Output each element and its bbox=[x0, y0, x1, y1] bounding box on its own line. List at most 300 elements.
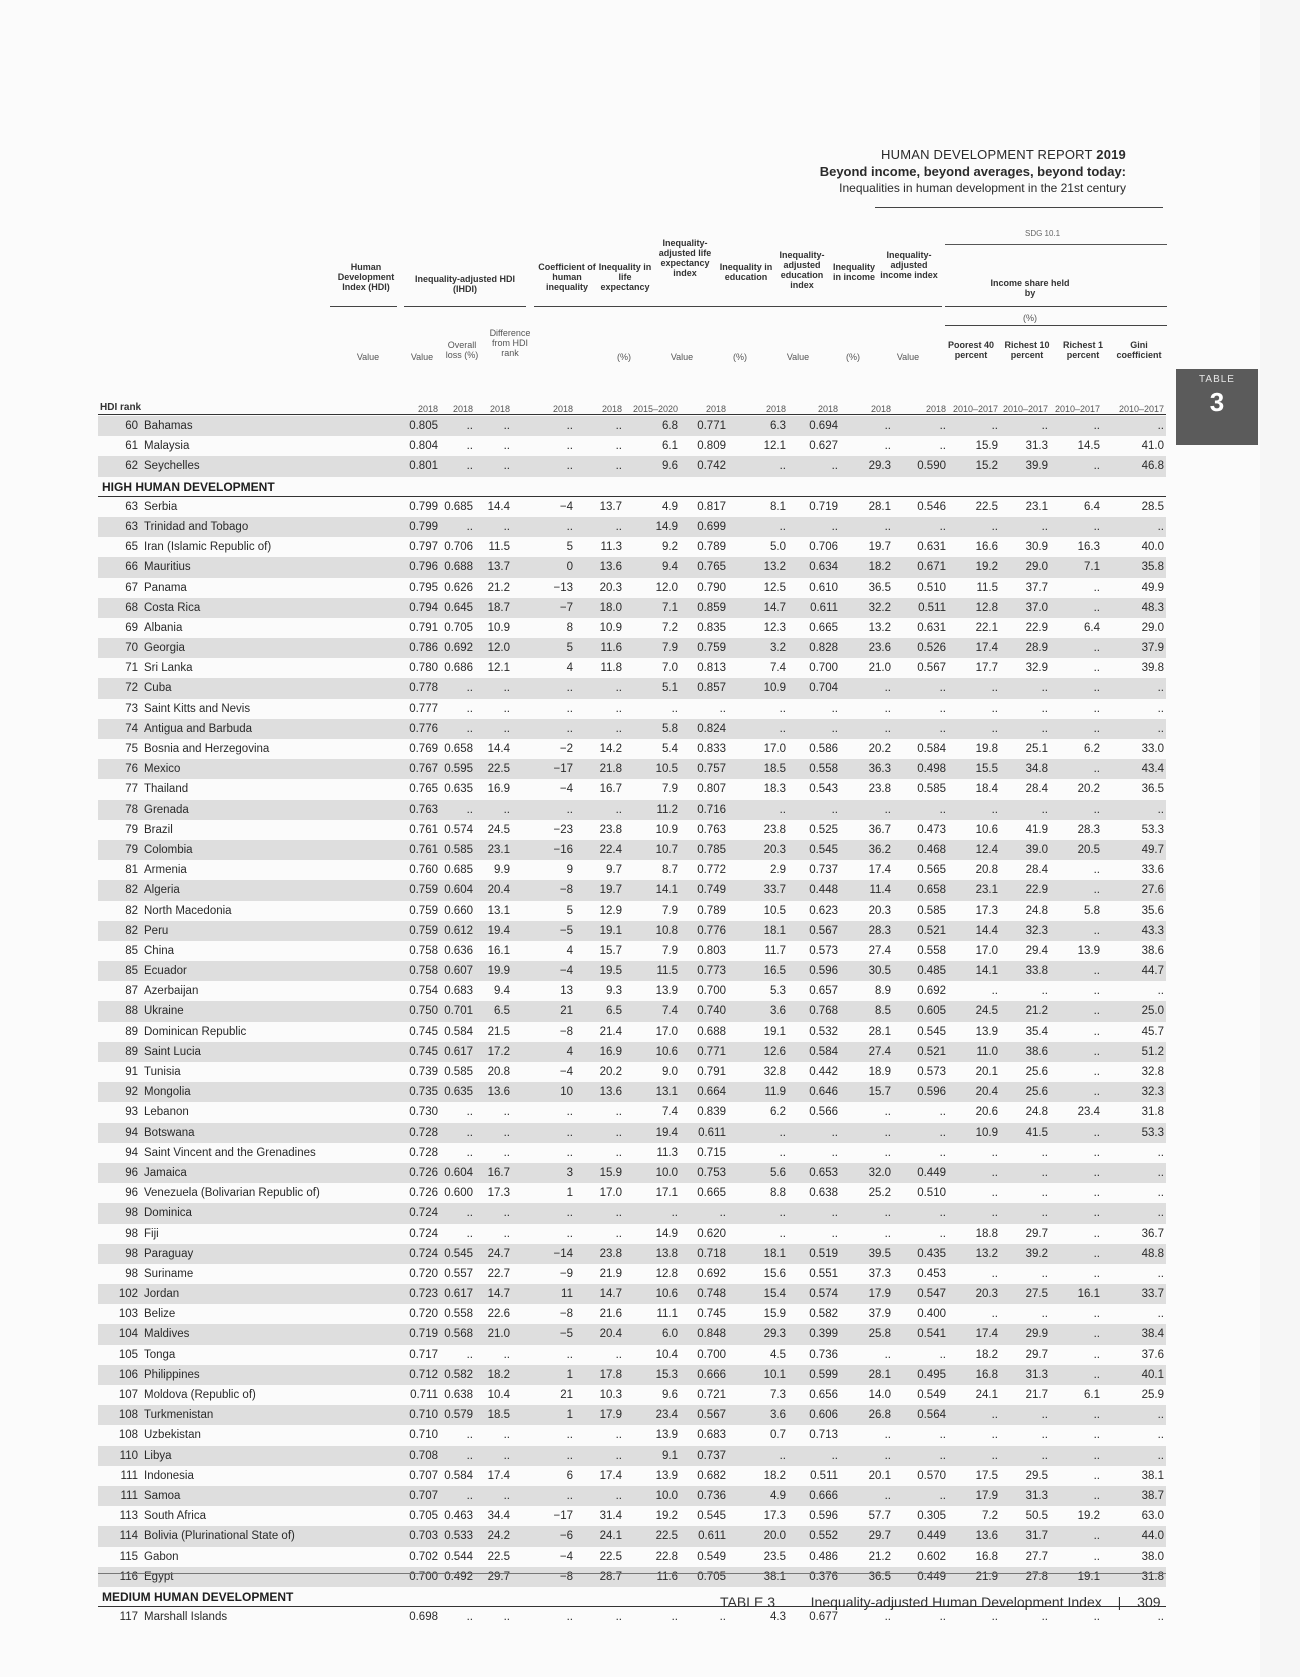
cell-edu-index: .. bbox=[831, 520, 838, 533]
cell-edu-index: 0.638 bbox=[809, 1187, 838, 1200]
cell-income-index: .. bbox=[939, 1449, 946, 1462]
cell-ineq-edu: 12.3 bbox=[763, 621, 786, 634]
table-row bbox=[98, 1224, 1166, 1244]
cell-richest-1: .. bbox=[1093, 1267, 1100, 1280]
cell-edu-index: 0.532 bbox=[809, 1025, 838, 1038]
cell-coef: 11.8 bbox=[600, 662, 622, 675]
cell-gini: 37.9 bbox=[1141, 642, 1164, 655]
cell-hdi: 0.759 bbox=[409, 904, 438, 917]
cell-ineq-income: .. bbox=[884, 440, 891, 453]
cell-life-index: 0.757 bbox=[697, 763, 726, 776]
country-name: Mongolia bbox=[144, 1086, 191, 1099]
cell-poorest-40: 20.8 bbox=[975, 864, 998, 877]
sub-life-pct: (%) bbox=[617, 352, 631, 362]
country-name: Jordan bbox=[144, 1288, 180, 1301]
cell-life-index: .. bbox=[719, 702, 726, 715]
country-name: Tonga bbox=[144, 1348, 176, 1361]
percent-label: (%) bbox=[1023, 313, 1037, 323]
cell-edu-index: 0.713 bbox=[809, 1429, 838, 1442]
year-edu-index: 2018 bbox=[817, 404, 838, 414]
table-row bbox=[98, 739, 1166, 759]
hdi-rank: 110 bbox=[119, 1449, 138, 1462]
col-education-index: Inequality-adjusted education index bbox=[779, 250, 825, 290]
country-name: Saint Kitts and Nevis bbox=[144, 702, 251, 715]
cell-rank-diff: 3 bbox=[566, 1166, 573, 1179]
cell-edu-index: 0.525 bbox=[809, 823, 838, 836]
cell-poorest-40: .. bbox=[991, 803, 998, 816]
cell-hdi: 0.708 bbox=[409, 1449, 438, 1462]
tab-number: 3 bbox=[1209, 387, 1225, 417]
cell-poorest-40: .. bbox=[991, 1409, 998, 1422]
cell-richest-10: 32.3 bbox=[1025, 924, 1048, 937]
cell-ineq-edu: 17.0 bbox=[763, 743, 786, 755]
cell-ihdi: 0.533 bbox=[444, 1530, 473, 1543]
cell-coef: 10.9 bbox=[599, 621, 622, 634]
cell-life-index: 0.857 bbox=[697, 682, 726, 695]
cell-ineq-income: .. bbox=[884, 1227, 891, 1240]
cell-richest-10: .. bbox=[1041, 420, 1048, 432]
cell-poorest-40: 24.5 bbox=[975, 1005, 998, 1018]
cell-hdi: 0.769 bbox=[409, 743, 438, 755]
cell-coef: 9.7 bbox=[606, 864, 622, 877]
cell-coef: 13.7 bbox=[599, 500, 622, 513]
cell-gini: 43.4 bbox=[1141, 763, 1164, 776]
cell-richest-10: .. bbox=[1041, 1611, 1048, 1624]
cell-edu-index: 0.634 bbox=[809, 561, 838, 574]
cell-richest-1: .. bbox=[1093, 1045, 1100, 1058]
cell-loss: 22.5 bbox=[487, 1550, 510, 1563]
cell-ineq-edu: .. bbox=[779, 520, 786, 533]
cell-hdi: 0.703 bbox=[409, 1530, 438, 1543]
country-name: Georgia bbox=[144, 642, 185, 655]
cell-ineq-income: 25.2 bbox=[868, 1187, 891, 1200]
table-row bbox=[98, 1183, 1166, 1203]
cell-ineq-life: 13.9 bbox=[655, 1429, 678, 1442]
cell-ineq-edu: 18.2 bbox=[763, 1469, 786, 1482]
cell-richest-1: .. bbox=[1093, 520, 1100, 533]
cell-coef: 13.6 bbox=[599, 561, 622, 574]
table-row bbox=[98, 537, 1166, 557]
cell-life-index: 0.705 bbox=[697, 1570, 726, 1583]
cell-gini: 33.6 bbox=[1141, 864, 1164, 877]
col-coef-inequality: Coefficient of human inequality bbox=[538, 262, 596, 292]
country-name: Venezuela (Bolivarian Republic of) bbox=[144, 1187, 320, 1200]
cell-ihdi: .. bbox=[466, 722, 473, 735]
cell-income-index: 0.526 bbox=[917, 642, 946, 655]
cell-ineq-edu: 15.9 bbox=[763, 1308, 786, 1321]
cell-life-index: 0.833 bbox=[697, 743, 726, 755]
cell-ihdi: .. bbox=[466, 1126, 473, 1139]
report-subtitle: Beyond income, beyond averages, beyond today: bbox=[819, 164, 1126, 179]
cell-loss: 24.7 bbox=[487, 1247, 510, 1260]
cell-richest-10: .. bbox=[1041, 803, 1048, 816]
cell-ineq-income: 37.3 bbox=[868, 1267, 891, 1280]
table-row bbox=[98, 1486, 1166, 1506]
cell-hdi: 0.726 bbox=[409, 1166, 438, 1179]
cell-richest-10: 23.1 bbox=[1025, 500, 1048, 513]
cell-edu-index: 0.704 bbox=[809, 682, 838, 695]
cell-ineq-edu: 29.3 bbox=[763, 1328, 786, 1341]
cell-loss: 21.5 bbox=[487, 1025, 510, 1038]
cell-coef: 11.3 bbox=[600, 541, 622, 554]
table-row bbox=[98, 1324, 1166, 1344]
cell-poorest-40: 16.8 bbox=[975, 1550, 998, 1563]
cell-ineq-income: .. bbox=[884, 1611, 891, 1624]
cell-richest-10: .. bbox=[1041, 1429, 1048, 1442]
cell-richest-10: 21.7 bbox=[1025, 1389, 1048, 1401]
cell-rank-diff: .. bbox=[566, 1489, 573, 1502]
cell-richest-10: 34.8 bbox=[1025, 763, 1048, 776]
cell-ihdi: .. bbox=[466, 682, 473, 695]
cell-ineq-edu: 10.5 bbox=[763, 904, 786, 917]
cell-ineq-life: .. bbox=[671, 1611, 678, 1624]
table-row bbox=[98, 618, 1166, 638]
sub-poorest-40: Poorest 40 percent bbox=[947, 340, 995, 360]
table-row bbox=[98, 1425, 1166, 1445]
cell-life-index: 0.789 bbox=[697, 904, 726, 917]
cell-ineq-edu: 4.5 bbox=[770, 1348, 786, 1361]
cell-ihdi: 0.585 bbox=[444, 843, 473, 856]
cell-loss: 16.1 bbox=[487, 944, 510, 957]
cell-loss: .. bbox=[503, 1106, 510, 1119]
cell-ineq-life: 5.4 bbox=[662, 743, 678, 755]
cell-ihdi: 0.626 bbox=[444, 581, 473, 594]
country-name: Paraguay bbox=[144, 1247, 194, 1260]
cell-ihdi: .. bbox=[466, 1227, 473, 1240]
cell-poorest-40: .. bbox=[991, 985, 998, 998]
rule-percent bbox=[945, 325, 1167, 326]
cell-poorest-40: 19.2 bbox=[975, 561, 998, 574]
cell-edu-index: 0.586 bbox=[809, 743, 838, 755]
table-row bbox=[98, 1001, 1166, 1021]
cell-income-index: .. bbox=[939, 682, 946, 695]
country-name: Dominican Republic bbox=[144, 1025, 247, 1038]
cell-ineq-income: 37.9 bbox=[868, 1308, 891, 1321]
table-row bbox=[98, 1446, 1166, 1466]
cell-richest-1: .. bbox=[1093, 1409, 1100, 1422]
cell-richest-10: 27.5 bbox=[1025, 1288, 1048, 1301]
cell-rank-diff: 0 bbox=[566, 561, 573, 574]
cell-richest-10: 29.5 bbox=[1025, 1469, 1048, 1482]
table-row bbox=[98, 416, 1166, 436]
sub-income-pct: (%) bbox=[846, 352, 860, 362]
cell-poorest-40: 18.2 bbox=[975, 1348, 998, 1361]
cell-gini: 25.0 bbox=[1141, 1005, 1164, 1018]
cell-rank-diff: −4 bbox=[559, 783, 573, 796]
cell-loss: .. bbox=[503, 1449, 510, 1462]
year-ineq-life: 2015–2020 bbox=[632, 404, 678, 414]
cell-richest-1: .. bbox=[1093, 1187, 1100, 1200]
country-name: Fiji bbox=[144, 1227, 159, 1240]
cell-loss: 21.2 bbox=[487, 581, 510, 594]
cell-gini: 40.1 bbox=[1141, 1368, 1164, 1381]
cell-ineq-income: .. bbox=[884, 722, 891, 735]
cell-life-index: 0.839 bbox=[697, 1106, 726, 1119]
cell-gini: 44.0 bbox=[1141, 1530, 1164, 1543]
cell-gini: 37.6 bbox=[1141, 1348, 1164, 1361]
cell-edu-index: 0.511 bbox=[810, 1469, 838, 1482]
cell-rank-diff: −8 bbox=[559, 1025, 573, 1038]
cell-ineq-edu: .. bbox=[779, 702, 786, 715]
cell-richest-10: .. bbox=[1041, 1449, 1048, 1462]
cell-edu-index: 0.623 bbox=[809, 904, 838, 917]
cell-income-index: 0.567 bbox=[917, 662, 946, 675]
sub-richest-10: Richest 10 percent bbox=[1004, 340, 1050, 360]
cell-edu-index: 0.700 bbox=[809, 662, 838, 675]
hdi-rank: 89 bbox=[125, 1045, 138, 1058]
cell-hdi: 0.720 bbox=[409, 1267, 438, 1280]
cell-hdi: 0.761 bbox=[409, 823, 438, 836]
cell-rank-diff: 1 bbox=[566, 1409, 573, 1422]
cell-ihdi: 0.545 bbox=[444, 1247, 473, 1260]
cell-gini: .. bbox=[1157, 702, 1164, 715]
cell-loss: 34.4 bbox=[487, 1510, 510, 1523]
table-row bbox=[98, 578, 1166, 598]
table-row bbox=[98, 678, 1166, 698]
table-row bbox=[98, 981, 1166, 1001]
cell-income-index: 0.473 bbox=[917, 823, 946, 836]
cell-edu-index: 0.519 bbox=[809, 1247, 838, 1260]
cell-richest-1: 28.3 bbox=[1077, 823, 1100, 836]
cell-income-index: 0.449 bbox=[917, 1166, 946, 1179]
cell-ihdi: 0.544 bbox=[444, 1550, 473, 1563]
cell-gini: .. bbox=[1157, 1207, 1164, 1220]
hdi-rank: 63 bbox=[125, 500, 138, 513]
cell-life-index: 0.848 bbox=[697, 1328, 726, 1341]
cell-richest-10: 30.9 bbox=[1025, 541, 1048, 554]
cell-poorest-40: 10.9 bbox=[975, 1126, 998, 1139]
cell-life-index: 0.745 bbox=[697, 1308, 726, 1321]
cell-income-index: 0.631 bbox=[917, 621, 946, 634]
cell-life-index: 0.763 bbox=[697, 823, 726, 836]
table-row bbox=[98, 840, 1166, 860]
cell-ihdi: 0.585 bbox=[444, 1066, 473, 1078]
cell-hdi: 0.717 bbox=[409, 1348, 438, 1361]
cell-ineq-life: 10.8 bbox=[655, 924, 678, 937]
cell-gini: 38.4 bbox=[1141, 1328, 1164, 1341]
cell-ineq-income: .. bbox=[884, 1207, 891, 1220]
cell-rank-diff: −2 bbox=[559, 743, 573, 755]
cell-life-index: 0.620 bbox=[697, 1227, 726, 1240]
cell-ineq-income: .. bbox=[884, 1489, 891, 1502]
table-row bbox=[98, 497, 1166, 517]
cell-edu-index: 0.657 bbox=[809, 985, 838, 998]
cell-ineq-income: 25.8 bbox=[868, 1328, 891, 1341]
country-name: Algeria bbox=[144, 884, 180, 897]
page-number: 309 bbox=[1137, 1594, 1161, 1610]
cell-rank-diff: −23 bbox=[553, 823, 573, 836]
cell-richest-10: 29.7 bbox=[1025, 1348, 1048, 1361]
cell-ineq-life: 10.9 bbox=[655, 823, 678, 836]
cell-life-index: 0.759 bbox=[697, 642, 726, 655]
cell-ineq-life: 19.2 bbox=[655, 1510, 678, 1523]
cell-life-index: 0.682 bbox=[697, 1469, 726, 1482]
table-row bbox=[98, 901, 1166, 921]
cell-income-index: 0.564 bbox=[917, 1409, 946, 1422]
cell-edu-index: 0.599 bbox=[809, 1368, 838, 1381]
cell-edu-index: 0.582 bbox=[809, 1308, 838, 1321]
country-name: Jamaica bbox=[144, 1166, 187, 1179]
cell-hdi: 0.777 bbox=[409, 702, 438, 715]
cell-gini: .. bbox=[1157, 722, 1164, 735]
cell-rank-diff: .. bbox=[566, 1207, 573, 1220]
table-row bbox=[98, 456, 1166, 476]
cell-loss: .. bbox=[503, 803, 510, 816]
cell-poorest-40: 18.4 bbox=[975, 783, 998, 796]
hdi-rank: 79 bbox=[125, 843, 138, 856]
cell-income-index: 0.400 bbox=[917, 1308, 946, 1321]
cell-rank-diff: −4 bbox=[559, 1550, 573, 1563]
cell-ineq-edu: 8.1 bbox=[770, 500, 786, 513]
cell-income-index: 0.545 bbox=[917, 1025, 946, 1038]
cell-poorest-40: 20.6 bbox=[975, 1106, 998, 1119]
cell-loss: 13.7 bbox=[487, 561, 510, 574]
cell-richest-10: 25.1 bbox=[1025, 743, 1048, 755]
cell-ineq-edu: 7.4 bbox=[770, 662, 786, 675]
cell-richest-1: .. bbox=[1093, 581, 1100, 594]
cell-richest-10: 29.0 bbox=[1025, 561, 1048, 574]
hdi-rank: 85 bbox=[125, 965, 138, 978]
cell-poorest-40: 21.9 bbox=[975, 1570, 998, 1583]
country-name: Mauritius bbox=[144, 561, 191, 574]
cell-edu-index: 0.376 bbox=[809, 1570, 838, 1583]
cell-ineq-edu: 16.5 bbox=[763, 965, 786, 978]
cell-income-index: .. bbox=[939, 702, 946, 715]
hdi-rank: 96 bbox=[125, 1187, 138, 1200]
cell-life-index: 0.776 bbox=[697, 924, 726, 937]
group-label: MEDIUM HUMAN DEVELOPMENT bbox=[102, 1589, 294, 1604]
group-label: HIGH HUMAN DEVELOPMENT bbox=[102, 479, 275, 494]
cell-edu-index: .. bbox=[831, 1207, 838, 1220]
cell-income-index: .. bbox=[939, 1227, 946, 1240]
sub-richest-1: Richest 1 percent bbox=[1062, 340, 1104, 360]
cell-rank-diff: −4 bbox=[559, 1066, 573, 1078]
col-income-share: Income share held by bbox=[990, 278, 1070, 298]
hdi-rank: 76 bbox=[125, 763, 138, 776]
cell-ineq-life: 15.3 bbox=[655, 1368, 678, 1381]
cell-edu-index: .. bbox=[831, 702, 838, 715]
cell-coef: 23.8 bbox=[599, 823, 622, 836]
col-ihdi: Inequality-adjusted HDI (IHDI) bbox=[414, 274, 515, 294]
cell-poorest-40: 15.2 bbox=[975, 460, 998, 473]
cell-richest-1: 23.4 bbox=[1077, 1106, 1100, 1119]
cell-ineq-income: .. bbox=[884, 1449, 891, 1462]
hdi-rank: 115 bbox=[119, 1550, 138, 1563]
cell-loss: .. bbox=[503, 1348, 510, 1361]
cell-richest-1: .. bbox=[1093, 1146, 1100, 1159]
cell-richest-1: .. bbox=[1093, 1469, 1100, 1482]
cell-richest-10: .. bbox=[1041, 1267, 1048, 1280]
cell-richest-1: 16.1 bbox=[1077, 1288, 1100, 1301]
cell-poorest-40: .. bbox=[991, 1449, 998, 1462]
cell-life-index: 0.666 bbox=[697, 1368, 726, 1381]
country-name: Armenia bbox=[144, 864, 187, 877]
cell-poorest-40: .. bbox=[991, 1429, 998, 1442]
country-name: Mexico bbox=[144, 763, 181, 776]
cell-ineq-life: 11.5 bbox=[656, 965, 678, 978]
hdi-rank: 70 bbox=[125, 642, 138, 655]
cell-rank-diff: .. bbox=[566, 440, 573, 453]
cell-income-index: 0.511 bbox=[918, 601, 946, 614]
cell-ineq-life: 13.8 bbox=[655, 1247, 678, 1260]
cell-ineq-life: 10.5 bbox=[655, 763, 678, 776]
cell-edu-index: .. bbox=[831, 1449, 838, 1462]
year-poorest-40: 2010–2017 bbox=[952, 404, 998, 414]
cell-life-index: 0.809 bbox=[697, 440, 726, 453]
cell-ineq-income: 20.1 bbox=[868, 1469, 891, 1482]
cell-coef: 20.2 bbox=[599, 1066, 622, 1078]
cell-ineq-income: 32.2 bbox=[868, 601, 891, 614]
cell-life-index: 0.791 bbox=[697, 1066, 726, 1078]
cell-ineq-life: 6.1 bbox=[662, 440, 678, 453]
cell-richest-1: .. bbox=[1093, 1530, 1100, 1543]
cell-rank-diff: .. bbox=[566, 1348, 573, 1361]
cell-ineq-life: 14.9 bbox=[655, 1227, 678, 1240]
cell-income-index: 0.585 bbox=[917, 783, 946, 796]
cell-gini: 36.5 bbox=[1141, 783, 1164, 796]
cell-gini: .. bbox=[1157, 1146, 1164, 1159]
cell-ineq-life: 14.1 bbox=[655, 884, 678, 897]
cell-ineq-life: 13.1 bbox=[655, 1086, 678, 1099]
cell-gini: 31.8 bbox=[1141, 1570, 1164, 1583]
cell-loss: 16.7 bbox=[487, 1166, 510, 1179]
cell-coef: .. bbox=[615, 1611, 622, 1624]
cell-gini: .. bbox=[1157, 520, 1164, 533]
cell-edu-index: 0.486 bbox=[809, 1550, 838, 1563]
cell-rank-diff: 4 bbox=[566, 944, 573, 957]
cell-richest-1: 19.2 bbox=[1077, 1510, 1100, 1523]
cell-life-index: 0.683 bbox=[697, 1429, 726, 1442]
cell-richest-1: .. bbox=[1093, 722, 1100, 735]
cell-ineq-life: 7.2 bbox=[662, 621, 678, 634]
cell-richest-1: 14.5 bbox=[1077, 440, 1100, 453]
cell-richest-1: 16.3 bbox=[1077, 541, 1100, 554]
sub-income-value: Value bbox=[896, 352, 920, 362]
cell-hdi: 0.711 bbox=[410, 1389, 438, 1401]
hdi-rank: 87 bbox=[125, 985, 138, 998]
cell-income-index: 0.671 bbox=[917, 561, 946, 574]
cell-gini: 31.8 bbox=[1141, 1106, 1164, 1119]
cell-edu-index: .. bbox=[831, 1227, 838, 1240]
cell-gini: 53.3 bbox=[1141, 823, 1164, 836]
cell-gini: .. bbox=[1157, 803, 1164, 816]
cell-coef: 20.4 bbox=[599, 1328, 622, 1341]
cell-edu-index: 0.611 bbox=[810, 601, 838, 614]
cell-ineq-edu: 15.6 bbox=[763, 1267, 786, 1280]
cell-ineq-life: 17.0 bbox=[655, 1025, 678, 1038]
hdi-rank: 98 bbox=[125, 1227, 138, 1240]
cell-life-index: 0.817 bbox=[697, 500, 726, 513]
cell-ihdi: 0.658 bbox=[444, 743, 473, 755]
cell-loss: 12.0 bbox=[487, 642, 510, 655]
cell-income-index: 0.468 bbox=[917, 843, 946, 856]
hdi-rank: 94 bbox=[125, 1126, 138, 1139]
cell-coef: 31.4 bbox=[599, 1510, 622, 1523]
year-ineq-income: 2018 bbox=[870, 404, 891, 414]
cell-rank-diff: 13 bbox=[560, 985, 573, 998]
cell-income-index: 0.547 bbox=[917, 1288, 946, 1301]
cell-loss: 18.7 bbox=[487, 601, 510, 614]
cell-richest-1: 6.4 bbox=[1084, 500, 1100, 513]
cell-loss: 17.2 bbox=[487, 1045, 510, 1058]
table-row bbox=[98, 1123, 1166, 1143]
cell-income-index: 0.485 bbox=[917, 965, 946, 978]
cell-ineq-income: 36.5 bbox=[868, 1570, 891, 1583]
cell-ineq-income: .. bbox=[884, 682, 891, 695]
year-ihdi: 2018 bbox=[452, 404, 473, 414]
cell-richest-1: .. bbox=[1093, 763, 1100, 776]
cell-richest-1: .. bbox=[1093, 965, 1100, 978]
